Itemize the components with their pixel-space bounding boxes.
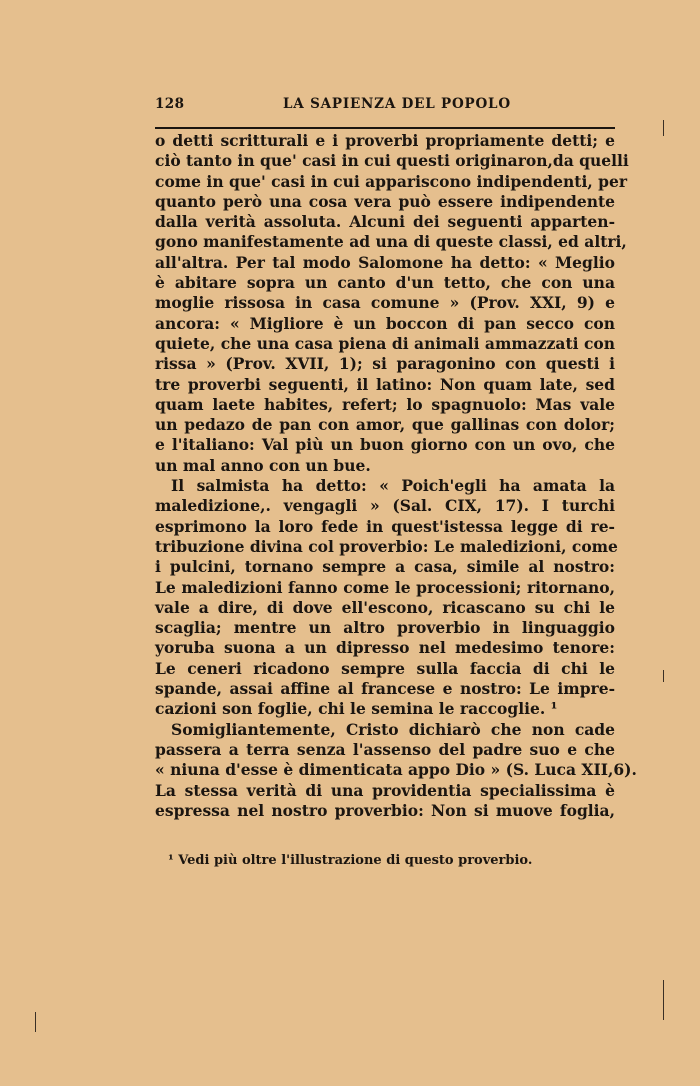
body-text (155, 131, 637, 821)
text-line: i pulcini, tornano sempre a casa, simile al nostro: (155, 557, 615, 577)
text-line: quanto però una cosa vera può essere indipendente (155, 191, 615, 211)
text-line: e l'italiano: Val più un buon giorno con un ovo, che (155, 435, 615, 455)
text-line: Le ceneri ricadono sempre sulla faccia di chi le (155, 658, 615, 678)
text-line: un mal anno con un bue. (155, 455, 371, 475)
text-line: dalla verità assoluta. Alcuni dei seguenti apparten- (155, 212, 615, 232)
text-line: maledizione,. vengagli » (Sal. CIX, 17). I turchi (155, 496, 615, 516)
header-rule (155, 127, 615, 129)
running-title: LA SAPIENZA DEL POPOLO (283, 96, 511, 112)
text-line: La stessa verità di una providentia specialissima è (155, 780, 615, 800)
text-line: o detti scritturali e i proverbi propriamente detti; e (155, 131, 615, 150)
text-line: un pedazo de pan con amor, que gallinas con dolor; (155, 415, 615, 435)
text-line: espressa nel nostro proverbio: Non si muove foglia, (155, 800, 615, 820)
text-line: Somigliantemente, Cristo dichiarò che non cade (171, 719, 615, 739)
text-line: tribuzione divina col proverbio: Le maledizioni, come (155, 536, 618, 556)
text-line: yoruba suona a un dipresso nel medesimo tenore: (155, 638, 615, 658)
text-line: spande, assai affine al francese e nostro: Le impre- (155, 679, 615, 699)
text-line: « niuna d'esse è dimenticata appo Dio » (S. Luca XII,6). (155, 760, 637, 780)
text-line: scaglia; mentre un altro proverbio in linguaggio (155, 618, 615, 638)
text-line: tre proverbi seguenti, il latino: Non quam late, sed (155, 374, 615, 394)
margin-mark (663, 670, 664, 682)
text-line: quam laete habites, refert; lo spagnuolo: Mas vale (155, 394, 615, 414)
margin-mark (663, 120, 664, 136)
footnote: ¹ Vedi più oltre l'illustrazione di questo proverbio. (168, 853, 533, 868)
text-line: cazioni son foglie, chi le semina le raccoglie. ¹ (155, 699, 558, 719)
margin-mark (35, 1012, 36, 1032)
text-line: ancora: « Migliore è un boccon di pan secco con (155, 313, 615, 333)
text-line: esprimono la loro fede in quest'istessa legge di re- (155, 516, 615, 536)
text-line: Le maledizioni fanno come le processioni; ritornano, (155, 577, 615, 597)
text-line: è abitare sopra un canto d'un tetto, che con una (155, 273, 615, 293)
text-line: quiete, che una casa piena di animali ammazzati con (155, 333, 615, 353)
text-line: gono manifestamente ad una di queste classi, ed altri, (155, 232, 627, 252)
text-line: rissa » (Prov. XVII, 1); si paragonino con questi i (155, 354, 615, 374)
text-line: ciò tanto in que' casi in cui questi originaron,da quelli (155, 151, 629, 171)
text-line: vale a dire, di dove ell'escono, ricascano su chi le (155, 597, 615, 617)
text-line: passera a terra senza l'assenso del padre suo e che (155, 739, 615, 759)
page-number: 128 (155, 96, 185, 112)
text-line: all'altra. Per tal modo Salomone ha detto: « Meglio (155, 252, 615, 272)
margin-mark (663, 980, 664, 1020)
text-line: come in que' casi in cui appariscono indipendenti, per (155, 171, 627, 191)
text-line: Il salmista ha detto: « Poich'egli ha amata la (171, 476, 615, 496)
text-line: moglie rissosa in casa comune » (Prov. XXI, 9) e (155, 293, 615, 313)
